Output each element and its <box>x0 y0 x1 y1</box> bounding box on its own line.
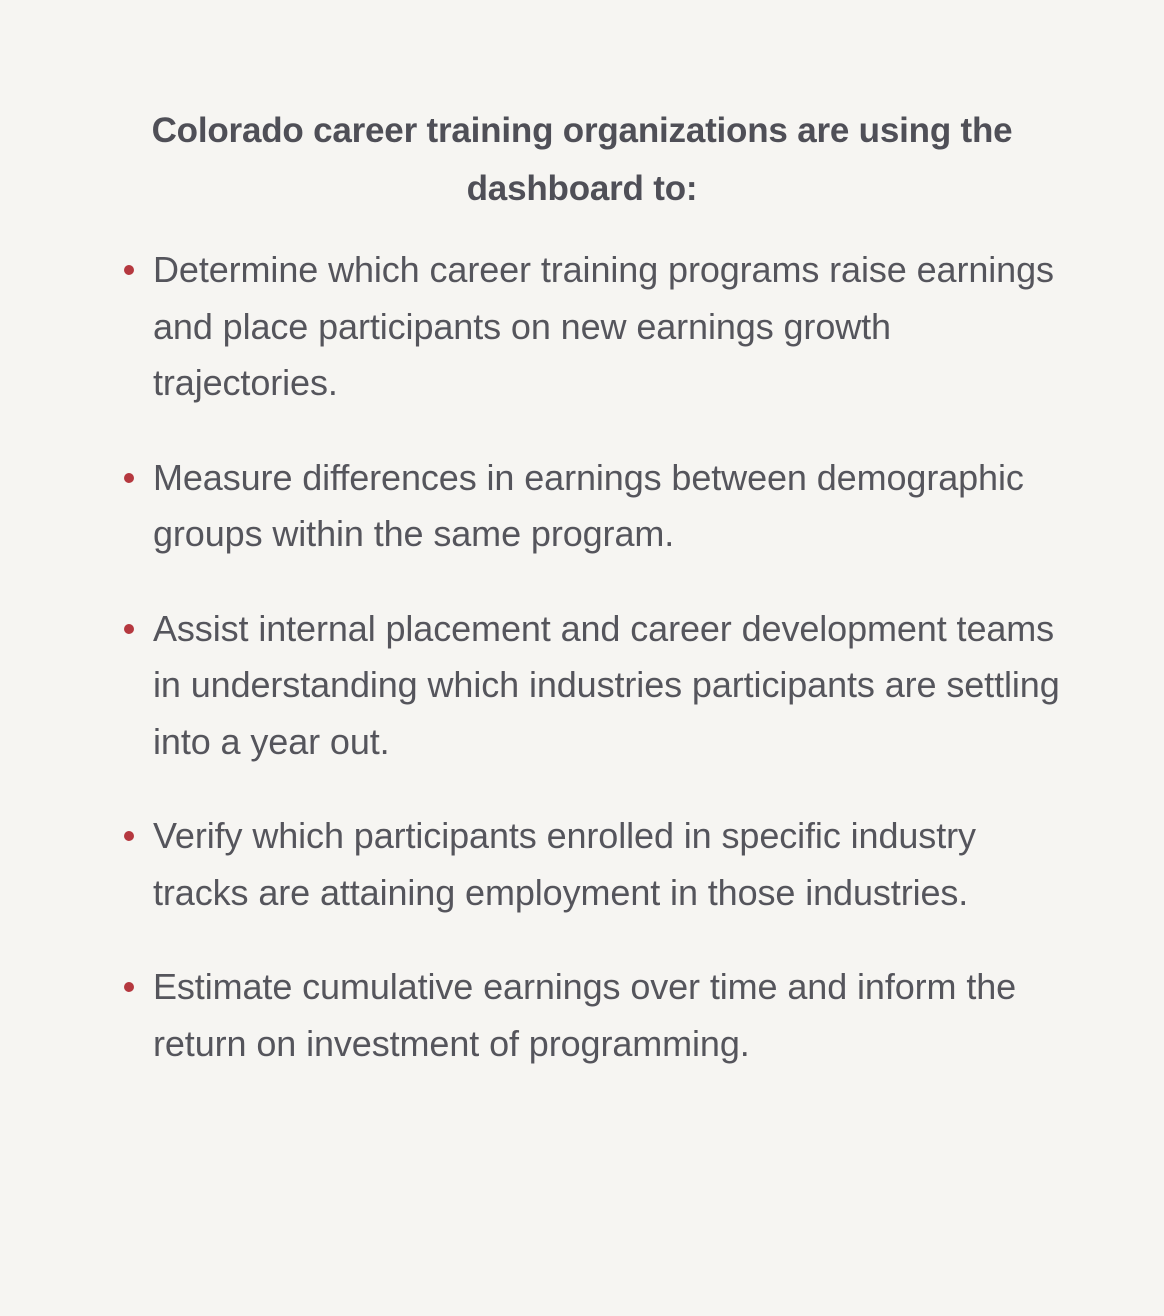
card-heading: Colorado career training organizations are using the dashboard to: <box>151 111 1013 208</box>
list-item-text: Determine which career training programs raise earnings and place participants on new earnings growth trajectories. <box>153 249 1054 403</box>
bullet-dot-icon <box>124 624 134 634</box>
list-item <box>120 959 1064 1072</box>
bullet-dot-icon <box>124 831 134 841</box>
use-case-list <box>120 242 1064 1110</box>
list-item <box>120 242 1064 412</box>
bullet-dot-icon <box>124 265 134 275</box>
bullet-dot-icon <box>124 982 134 992</box>
list-item-text: Assist internal placement and career development teams in understanding which industries participants are settling into a year out. <box>153 607 1060 762</box>
list-item <box>120 450 1064 563</box>
list-item-text: Estimate cumulative earnings over time and inform the return on investment of programming. <box>153 966 1017 1064</box>
bullet-dot-icon <box>124 473 134 483</box>
list-item <box>120 601 1064 771</box>
list-item-text: Measure differences in earnings between demographic groups within the same program. <box>153 456 1024 554</box>
list-item-text: Verify which participants enrolled in specific industry tracks are attaining employment in those industries. <box>153 815 976 913</box>
list-item <box>120 808 1064 921</box>
